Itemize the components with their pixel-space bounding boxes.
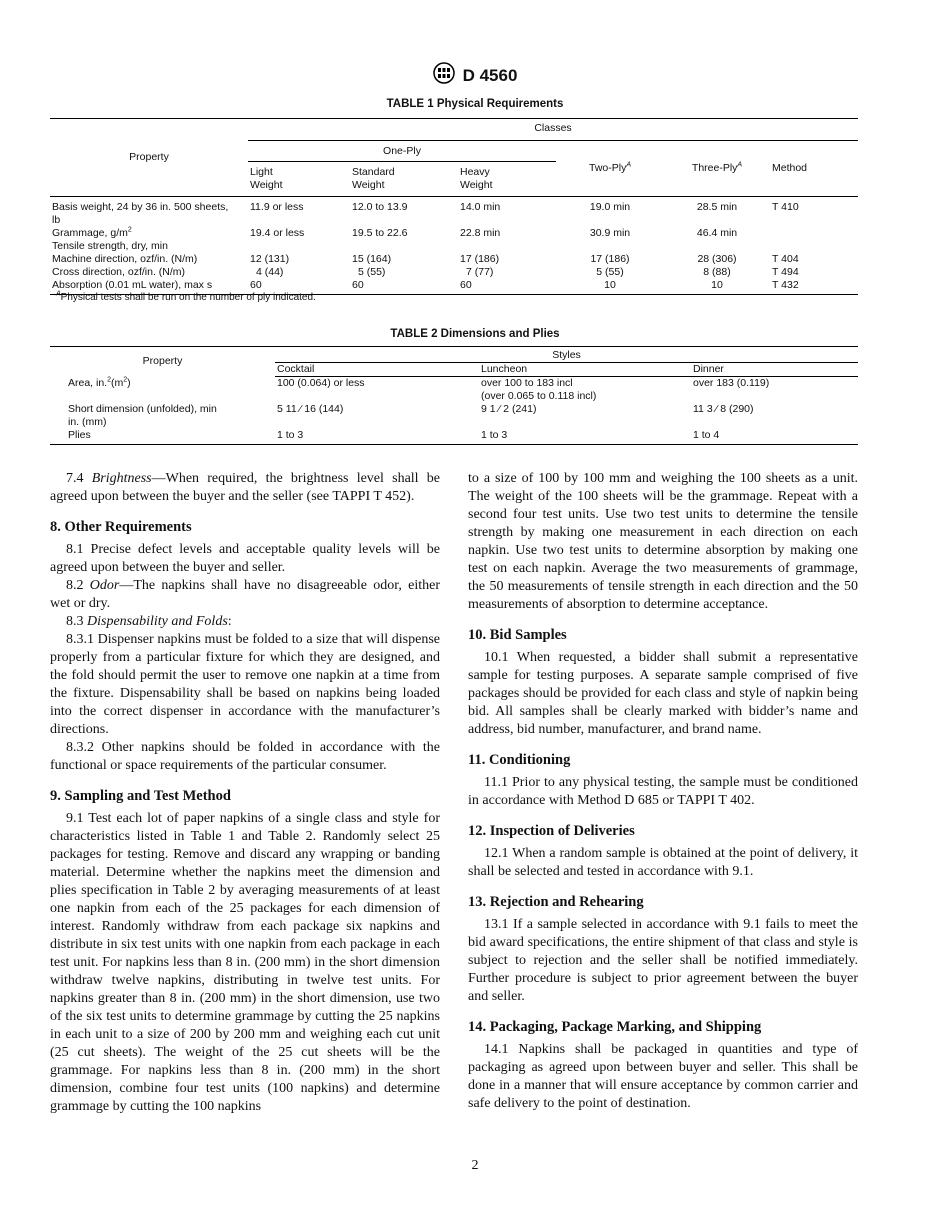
physical-requirements-table xyxy=(50,118,858,295)
paragraph-9-1-continued: to a size of 100 by 100 mm and weighing the 100 sheets as a unit. The weight of the 100 sheets will be the grammage. Repeat with a second four test units. Use two test units to determine the tensile strength by making one measurement in each direction on each napkin. Use two test units to determine absorption by making one test on each napkin. Average the two measurements of grammage, the 50 measurements of tensile strength in each direction and the 50 measurements of absorption to determine acceptance. xyxy=(468,471,858,612)
dinner-header: Dinner xyxy=(691,363,858,377)
table-row: Grammage, $g/m^2$ 19.4 or less 19.5 to 22.6 22.8 min 30.9 min 46.4 min xyxy=(52,226,738,239)
paragraph-8-3-1: 8.3.1 Dispenser napkins must be folded to a size that will dispense properly from a particular fixture for which they are designed, and the fold should permit the user to remove one napkin at a time from the fixture. Dispensability shall be based on napkins being loaded into the correct dispenser in accordance with the manufacturer’s directions. xyxy=(50,632,440,737)
paragraph-9-1: 9.1 Test each lot of paper napkins of a single class and style for characteristics listed in Table 1 and Table 2. Randomly select 25 packages for testing. Remove and discard any wrapping or banding material. Determine whether the napkins meet the dimension and plies specification in Table 2 by averaging measurements of at least one napkin from each of the 25 packages for each dimension of interest. Randomly withdraw from each package six napkins and distribute in six test units with one napkin from each package in each test unit. For napkins less than 8 in. (200 mm) in the short dimension withdraw twelve napkins, distributing in twelve test units. For napkins greater than 8 in. (200 mm) in the short dimension, use two of the six test units to determine grammage by cutting the 25 napkins in each unit to a size of 200 by 200 mm and weighing each cut unit (25 cut sheets). The weight of the 25 cut sheets will be the grammage. For napkins less than 8 in. (200 mm) in the short dimension, combine four test units (100 napkins) and determine grammage by cutting the 100 napkins xyxy=(50,811,440,1114)
table1-footnote: $^A$Physical tests shall be run on the number of ply indicated. xyxy=(56,290,316,303)
paragraph-7-4: 7.4 Brightness—When required, the brightness level shall be agreed upon between the buyer and the seller (see TAPPI T 452). xyxy=(50,471,440,504)
table-row: Plies 1 to 3 1 to 3 1 to 4 xyxy=(68,429,720,441)
paragraph-8-1: 8.1 Precise defect levels and acceptable quality levels will be agreed upon between the buyer and seller. xyxy=(50,542,440,575)
page-number: 2 xyxy=(471,1158,479,1173)
property-header: Property xyxy=(129,151,169,163)
dimensions-plies-table xyxy=(50,346,858,445)
paragraph-8-2: 8.2 Odor—The napkins shall have no disagreeable odor, either wet or dry. xyxy=(50,578,440,611)
table-row: Absorption (0.01 mL water), max s 60 60 60 10 10 T 432 xyxy=(52,279,799,291)
light-weight-header: Light Weight xyxy=(250,166,283,191)
two-ply-header: Two-Ply$^A$ xyxy=(588,161,631,174)
paragraph-8-3: 8.3 Dispensability and Folds: xyxy=(66,614,232,629)
section-8-heading: 8. Other Requirements xyxy=(50,519,192,535)
paragraph-12-1: 12.1 When a random sample is obtained at the point of delivery, it shall be selected and tested in accordance with 9.1. xyxy=(468,846,858,879)
paragraph-8-3-2: 8.3.2 Other napkins should be folded in accordance with the functional or space requirements of the particular consumer. xyxy=(50,740,440,773)
astm-logo-icon xyxy=(433,62,455,89)
method-header: Method xyxy=(772,162,808,174)
page-header xyxy=(0,62,950,89)
table-row: Machine direction, ozf/in. (N/m) 12 (131) 15 (164) 17 (186) 17 (186) 28 (306) T 404 xyxy=(52,253,799,265)
paragraph-13-1: 13.1 If a sample selected in accordance with 9.1 fails to meet the bid award specifications, the entire shipment of that class and style is subject to rejection and the seller shall be notified immediately. Further procedure is subject to prior agreement between the buyer and seller. xyxy=(468,917,858,1004)
table-row: in. (mm) xyxy=(68,416,107,428)
paragraph-14-1: 14.1 Napkins shall be packaged in quantities and type of packaging as agreed upon between buyer and seller. This shall be done in a manner that will ensure acceptance by common carrier and safe delivery to the point of destination. xyxy=(468,1042,858,1111)
table-row: Cross direction, ozf/in. (N/m) 4 (44) 5 (55) 7 (77) 5 (55) 8 (88) T 494 xyxy=(52,266,799,278)
luncheon-header: Luncheon xyxy=(479,363,691,377)
standard-weight-header: Standard Weight xyxy=(352,166,395,191)
paragraph-10-1: 10.1 When requested, a bidder shall submit a representative sample for testing purposes. A separate sample comprised of five packages should be provided for each class and style of napkin being bid. All samples shall be clearly marked with bidder’s name and address, bid number, manufacturer, and brand name. xyxy=(468,650,858,737)
styles-header: Styles xyxy=(275,347,858,363)
table-row: (over 0.065 to 0.118 incl) xyxy=(481,390,597,402)
section-9-heading: 9. Sampling and Test Method xyxy=(50,788,231,804)
body-left-column xyxy=(50,470,440,1116)
document-code: D 4560 xyxy=(462,65,518,85)
table-row: Tensile strength, dry, min xyxy=(52,240,168,252)
paragraph-11-1: 11.1 Prior to any physical testing, the sample must be conditioned in accordance with Method D 685 or TAPPI T 402. xyxy=(468,775,858,808)
one-ply-header: One-Ply xyxy=(248,141,556,162)
three-ply-header: Three-Ply$^A$ xyxy=(691,161,743,174)
section-10-heading: 10. Bid Samples xyxy=(468,627,567,643)
property-header: Property xyxy=(142,355,183,368)
section-12-heading: 12. Inspection of Deliveries xyxy=(468,823,635,839)
classes-header: Classes xyxy=(248,119,858,141)
section-14-heading: 14. Packaging, Package Marking, and Shipping xyxy=(468,1019,762,1035)
cocktail-header: Cocktail xyxy=(275,363,479,377)
table-row: Area, $in.^2(m^2)$ 100 (0.064) or less over 100 to 183 incl over 183 (0.119) xyxy=(68,376,770,389)
table-row: Basis weight, 24 by 36 in. 500 sheets, 11.9 or less 12.0 to 13.9 14.0 min 19.0 min 28.5 min T 410 xyxy=(50,197,858,215)
table-row: Short dimension (unfolded), min 5 11 ⁄ 16 (144) 9 1 ⁄ 2 (241) 11 3 ⁄ 8 (290) xyxy=(68,403,754,415)
section-11-heading: 11. Conditioning xyxy=(468,752,571,768)
body-right-column xyxy=(468,470,858,1113)
heavy-weight-header: Heavy Weight xyxy=(460,166,493,191)
section-13-heading: 13. Rejection and Rehearing xyxy=(468,894,644,910)
table-row: lb xyxy=(52,214,61,226)
table2-title: TABLE 2 Dimensions and Plies xyxy=(390,328,560,340)
table1-title: TABLE 1 Physical Requirements xyxy=(386,98,564,110)
